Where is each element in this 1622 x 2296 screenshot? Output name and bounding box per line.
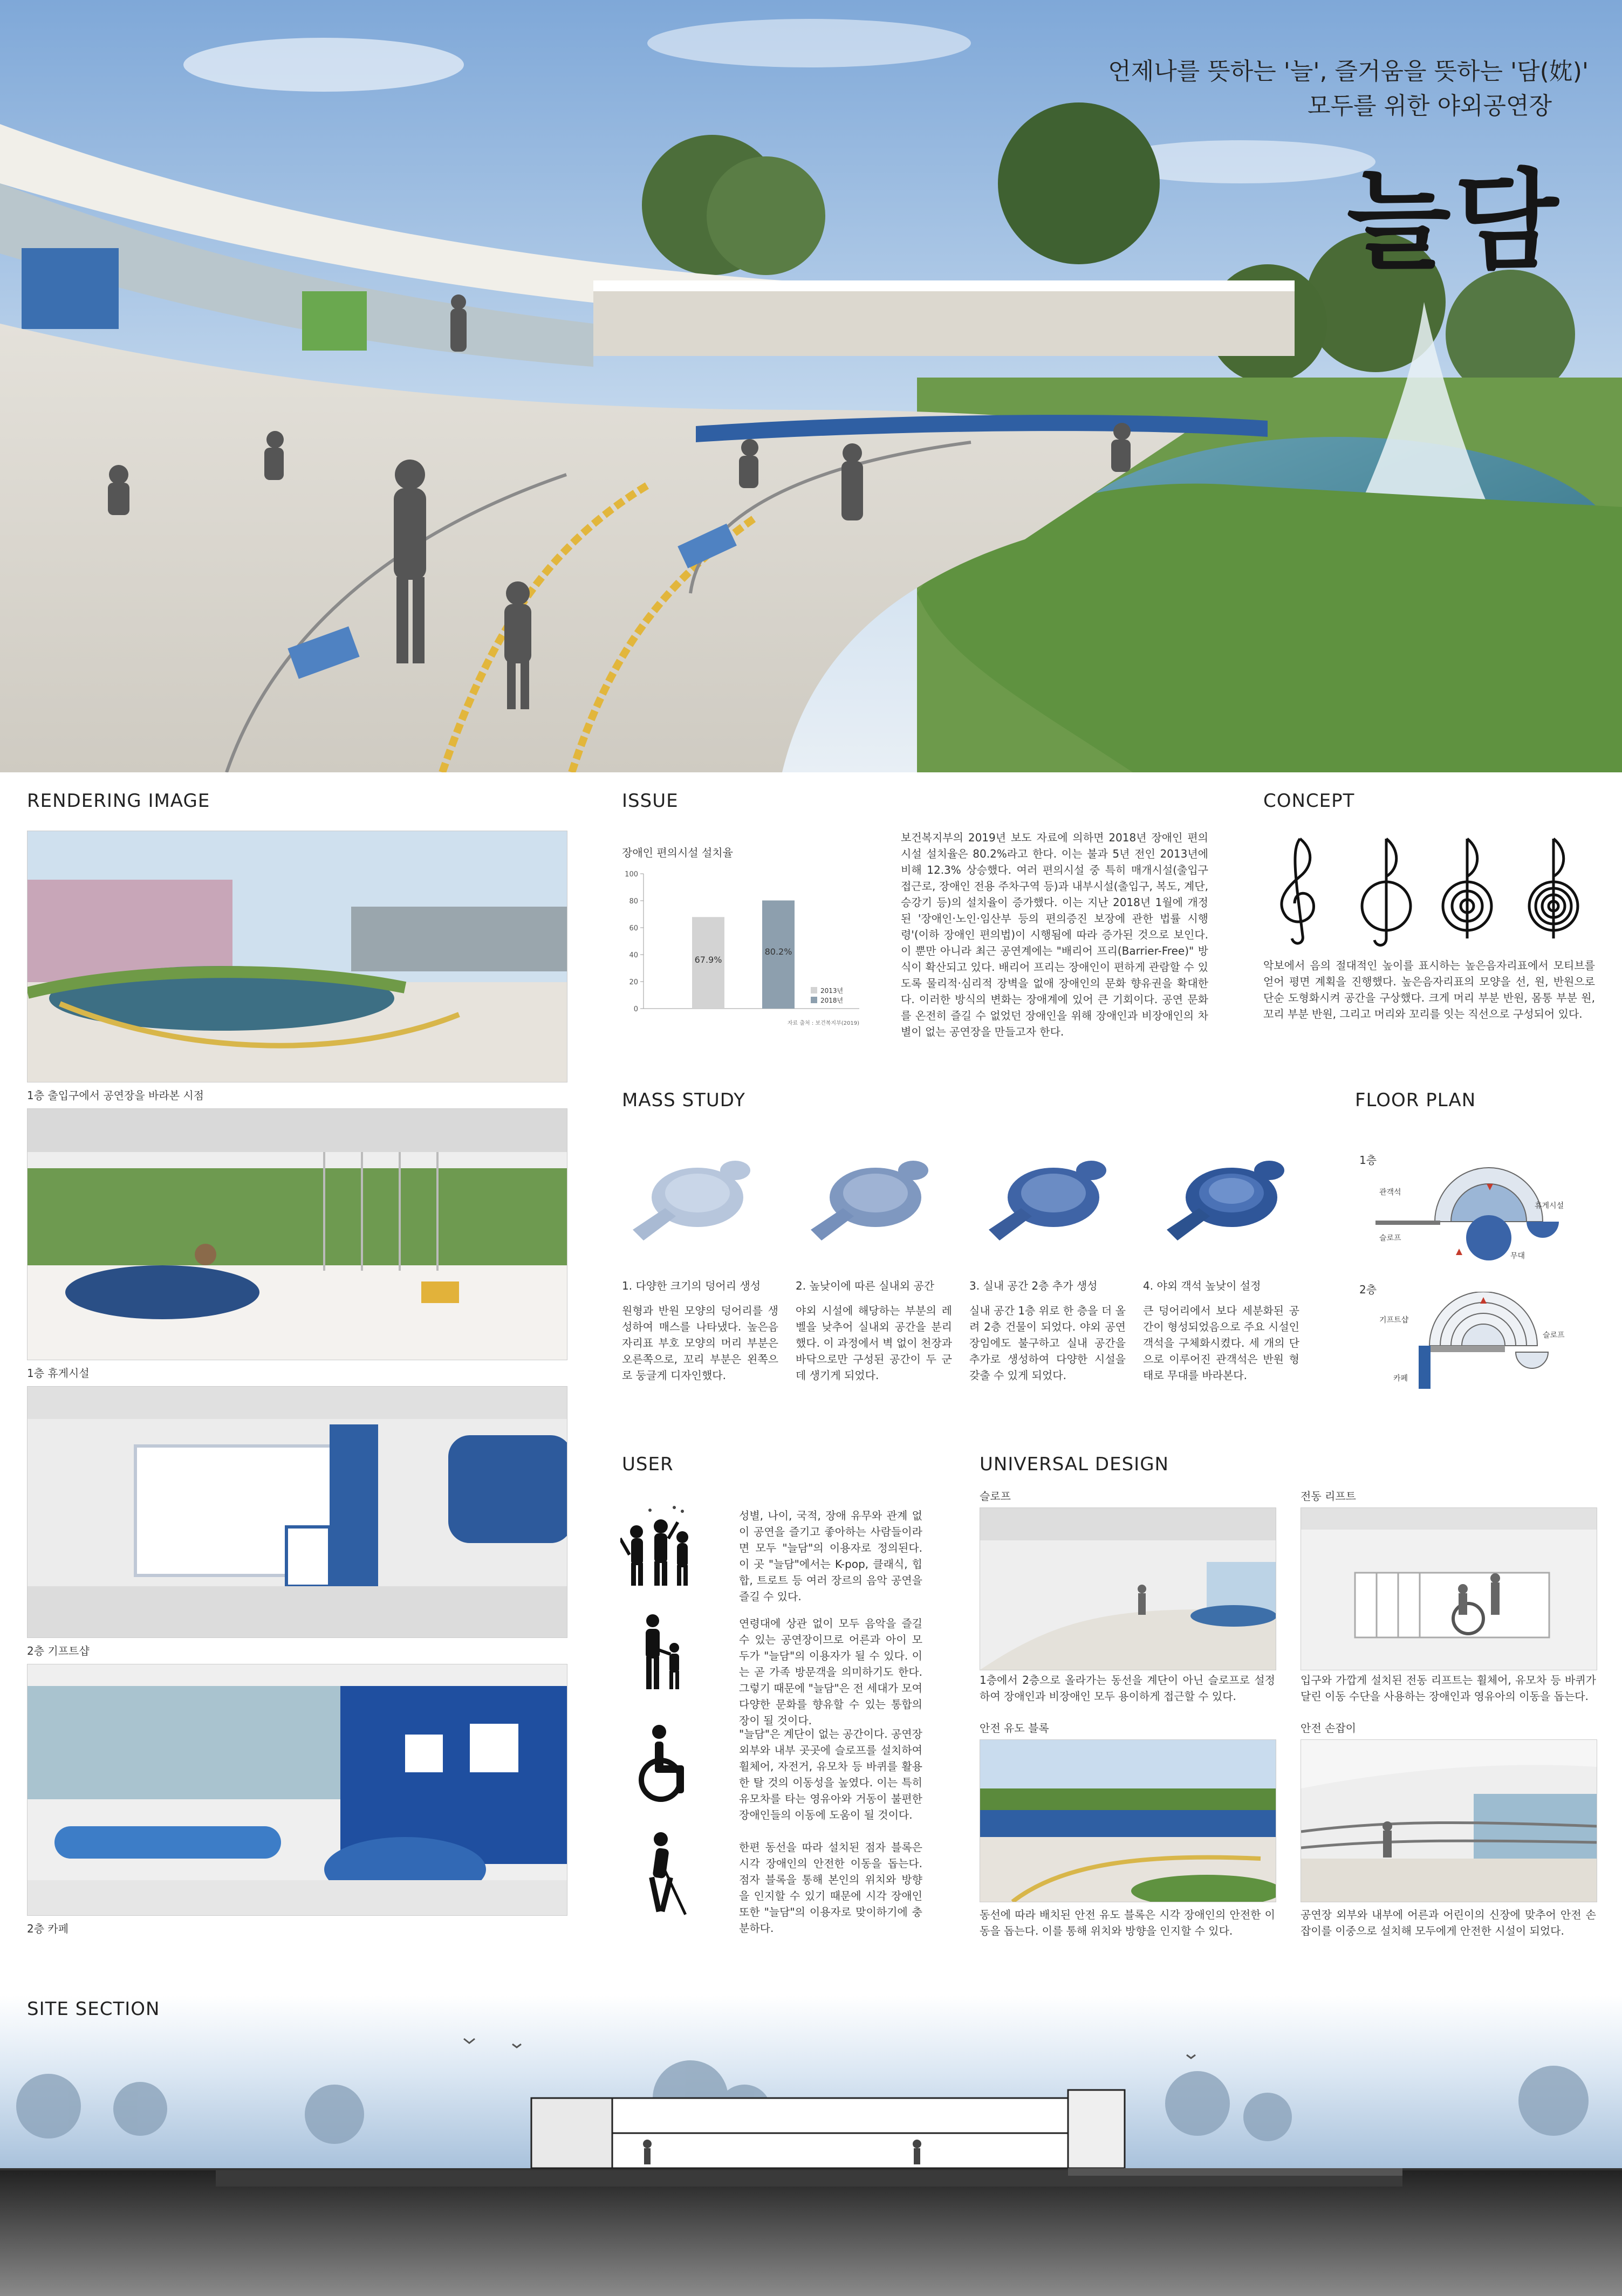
chart-legend-label: 2018년 (820, 997, 844, 1004)
fp2-label-slope: 슬로프 (1543, 1331, 1565, 1340)
mass-model-1 (633, 1161, 750, 1240)
chart-y-tick-label: 80 (629, 897, 638, 906)
hero-tagline-line1: 언제나를 뜻하는 '늘', 즐거움을 뜻하는 '담(妉)' (1108, 58, 1589, 85)
rendering-photo-3 (27, 1386, 567, 1638)
hero-tagline-line2: 모두를 위한 야외공연장 (1307, 92, 1552, 120)
mass-study-models (622, 1143, 1339, 1262)
section-title-universal-design: UNIVERSAL DESIGN (980, 1454, 1169, 1475)
ud-photo-lift (1301, 1507, 1597, 1670)
ud-handrail-image (1301, 1740, 1597, 1902)
ud-text-slope: 1층에서 2층으로 올라가는 동선을 계단이 아닌 슬로프로 설정하여 장애인과 비장애인 모두 용이하게 접근할 수 있다. (980, 1674, 1275, 1703)
user-text-4: 한편 동선을 따라 설치된 점자 블록은 시각 장애인의 안전한 이동을 돕는다. 점자 블록을 통해 본인의 위치와 방향을 인지할 수 있기 때문에 시각 장애인 또한 "늘담"의 이용자로 맞이하기에 충분하다. (739, 1841, 922, 1935)
section-title-floor-plan: FLOOR PLAN (1355, 1089, 1476, 1111)
hero-title: 늘담 (1346, 159, 1562, 284)
user-text-3: "늘담"은 계단이 없는 공간이다. 공연장 외부와 내부 곳곳에 슬로프를 설치하여 휠체어, 자전거, 유모차 등 바퀴를 활용한 탈 것의 이동성을 높였다. 이는 특히 유모차를 타는 영유아와 거동이 불편한 장애인들의 이동에 도움이 될 것이다. (739, 1728, 922, 1821)
floor-plan-level2-label: 2층 (1359, 1283, 1377, 1296)
user-family-icon (634, 1613, 688, 1694)
concept-paragraph: 악보에서 음의 절대적인 높이를 표시하는 높은음자리표에서 모티브를 얻어 평면 계획을 진행했다. 높은음자리표의 모양을 선, 원, 반원으로 단순 도형화시켜 공간을 구상했다. 크게 머리 부분 반원, 몸통 부분 원, 꼬리 부분 반원, 그리고 머리와 꼬리를 잇는 직선으로 구성되어 있다. (1263, 959, 1595, 1020)
ud-text-handrail: 공연장 외부와 내부에 어른과 어린이의 신장에 맞추어 안전 손잡이를 이중으로 설치해 모두에게 안전한 시설이 되었다. (1301, 1908, 1596, 1937)
issue-paragraph: 보건복지부의 2019년 보도 자료에 의하면 2018년 장애인 편의시설 설치율은 80.2%라고 한다. 이는 불과 5년 전인 2013년에 비해 12.3% 상승했다. 여러 편의시설 중 특히 매개시설(출입구 접근로, 장애인 전용 주차구역 등)과 내부시설(출입구, 복도, 계단, 승강기 등)의 설치율이 증가했다. 이는 지난 2018년 1월에 개정된 '장애인·노인·임산부 등의 편의증진 보장에 관한 법률 시행령'(이하 장애인 편의법)이 시행됨에 따라 증가된 것으로 보인다. 이 뿐만 아니라 최근 공연계에는 "배리어 프리(Barrier-Free)" 방식이 확산되고 있다. 배리어 프리는 장애인이 편하게 관람할 수 있도록 물리적·심리적 장벽을 없애 장애인의 문화 향유권을 확대한다. 이러한 방식의 변화는 장애계에 있어 큰 기회이다. 공연 문화를 온전히 즐길 수 없었던 장애인을 위해 장애인과 비장애인의 차별이 없는 공연장을 만들고자 한다. (901, 831, 1208, 1038)
chart-bar-value-label: 80.2% (764, 946, 792, 957)
chart-y-tick-label: 60 (629, 924, 638, 933)
user-text-2: 연령대에 상관 없이 모두 음악을 즐길 수 있는 공연장이므로 어른과 아이 모두가 "늘담"의 이용자가 될 수 있다. 이는 곧 가족 방문객을 의미하기도 한다. 그렇기 때문에 "늘담"은 전 세대가 모여 다양한 문화를 향유할 수 있는 통합의 장이 될 것이다. (739, 1617, 922, 1727)
fp1-label-stage: 무대 (1510, 1252, 1525, 1260)
rendering-caption-2: 1층 휴게시설 (27, 1367, 90, 1380)
cane-icon-svg (639, 1831, 693, 1917)
chart-y-tick-label: 100 (625, 871, 638, 879)
wheelchair-icon-svg (631, 1723, 707, 1804)
fp2-label-giftshop: 기프트샵 (1379, 1316, 1409, 1325)
user-visually-impaired-icon (639, 1831, 693, 1917)
chart-legend-swatch (811, 987, 817, 993)
hero-rendering (0, 0, 1622, 772)
floor-plan-1f-svg (1365, 1162, 1597, 1270)
floor-plan-2f-svg (1365, 1292, 1597, 1400)
mass-study-svg (622, 1143, 1339, 1262)
ud-photo-handrail (1301, 1739, 1597, 1902)
mass-study-title-1: 1. 다양한 크기의 덩어리 생성 (622, 1279, 761, 1292)
ud-label-guide-block: 안전 유도 블록 (980, 1722, 1049, 1735)
ud-guide-block-image (980, 1740, 1276, 1902)
chart-bar-value-label: 67.9% (694, 955, 722, 965)
section-title-concept: CONCEPT (1263, 790, 1355, 812)
rendering-photo-3-image (28, 1387, 567, 1637)
issue-chart-title: 장애인 편의시설 설치율 (622, 846, 733, 859)
ud-slope-image (980, 1508, 1276, 1670)
rendering-photo-1-image (28, 831, 567, 1082)
floor-plan-2f (1365, 1292, 1597, 1400)
clef-shape-2 (1362, 839, 1411, 945)
rendering-caption-1: 1층 출입구에서 공연장을 바라본 시점 (27, 1089, 204, 1102)
ud-label-slope: 슬로프 (980, 1490, 1011, 1503)
section-title-rendering: RENDERING IMAGE (27, 790, 210, 812)
family-icon-svg (634, 1613, 688, 1694)
mass-study-title-3: 3. 실내 공간 2층 추가 생성 (969, 1279, 1098, 1292)
mass-study-text-2: 야외 시설에 해당하는 부분의 레벨을 낮추어 실내외 공간을 분리했다. 이 과정에서 벽 없이 천장과 바닥으로만 구성된 공간이 두 군데 생기게 되었다. (796, 1304, 952, 1382)
rendering-caption-3: 2층 기프트샵 (27, 1644, 90, 1657)
mass-model-3 (989, 1161, 1106, 1240)
mass-study-text-1: 원형과 반원 모양의 덩어리를 생성하여 매스를 나타냈다. 높은음자리표 부호 모양의 머리 부분은 오른쪽으로, 꼬리 부분은 왼쪽으로 둥글게 디자인했다. (622, 1304, 778, 1382)
section-title-user: USER (622, 1454, 674, 1475)
crowd-icon-svg (620, 1499, 696, 1591)
fp1-label-seating: 관객석 (1379, 1188, 1401, 1197)
mass-model-4 (1167, 1161, 1284, 1240)
section-title-site-section: SITE SECTION (27, 1998, 160, 2020)
site-section (0, 1996, 1622, 2296)
rendering-photo-4 (27, 1664, 567, 1916)
section-title-mass-study: MASS STUDY (622, 1089, 745, 1111)
ud-text-guide-block: 동선에 따라 배치된 안전 유도 블록은 시각 장애인의 안전한 이동을 돕는다. 이를 통해 위치와 방향을 인지할 수 있다. (980, 1908, 1275, 1937)
chart-y-tick-label: 0 (633, 1005, 638, 1013)
mass-study-text-3: 실내 공간 1층 위로 한 층을 더 올려 2층 건물이 되었다. 야외 공연장임에도 불구하고 실내 공간을 추가로 생성하여 다양한 시설을 갖출 수 있게 되었다. (969, 1304, 1126, 1382)
clef-shape-1 (1282, 839, 1314, 943)
rendering-photo-2 (27, 1108, 567, 1360)
chart-y-tick-label: 40 (629, 951, 638, 959)
ud-photo-slope (980, 1507, 1276, 1670)
concept-clef-svg (1262, 828, 1597, 952)
chart-source-note: 자료 출처 : 보건복지부(2019) (787, 1020, 859, 1026)
chart-legend-swatch (811, 997, 817, 1003)
user-wheelchair-icon (631, 1723, 707, 1804)
fp1-label-lounge: 휴게시설 (1535, 1202, 1564, 1210)
ud-label-handrail: 안전 손잡이 (1301, 1722, 1356, 1735)
rendering-photo-1 (27, 831, 567, 1082)
mass-study-title-4: 4. 야외 객석 높낮이 설정 (1143, 1279, 1261, 1292)
chart-legend-label: 2013년 (820, 987, 844, 995)
chart-y-tick-label: 20 (629, 978, 638, 986)
fp1-label-slope: 슬로프 (1379, 1234, 1401, 1243)
mass-study-title-2: 2. 높낮이에 따른 실내외 공간 (796, 1279, 935, 1292)
clef-shape-4 (1529, 839, 1578, 938)
user-text-1: 성별, 나이, 국적, 장애 유무와 관계 없이 공연을 즐기고 좋아하는 사람들이라면 모두 "늘담"의 이용자로 정의된다. 이 곳 "늘담"에서는 K-pop, 클래식, 힙합, 트로트 등 여러 장르의 음악 공연을 즐길 수 있다. (739, 1509, 922, 1603)
ud-photo-guide-block (980, 1739, 1276, 1902)
floor-plan-1f (1365, 1162, 1597, 1270)
issue-bar-chart (622, 863, 886, 1041)
section-title-issue: ISSUE (622, 790, 679, 812)
fp2-label-cafe: 카페 (1393, 1374, 1408, 1383)
ud-lift-image (1301, 1508, 1597, 1670)
issue-bar-chart-svg (622, 863, 886, 1041)
ud-text-lift: 입구와 가깝게 설치된 전동 리프트는 휠체어, 유모차 등 바퀴가 달린 이동 수단을 사용하는 장애인과 영유아의 이동을 돕는다. (1301, 1674, 1596, 1703)
user-crowd-icon (620, 1499, 696, 1591)
mass-study-text-4: 큰 덩어리에서 보다 세분화된 공간이 형성되었음으로 주요 시설인 객석을 구체화시켰다. 세 개의 단으로 이루어진 관객석은 반원 형태로 무대를 바라본다. (1143, 1304, 1299, 1382)
clef-shape-3 (1443, 839, 1491, 938)
rendering-caption-4: 2층 카페 (27, 1922, 69, 1935)
rendering-photo-4-image (28, 1664, 567, 1915)
mass-model-2 (811, 1161, 928, 1240)
floor-plan-level1-label: 1층 (1359, 1154, 1377, 1167)
site-section-drawing (0, 1996, 1622, 2296)
ud-label-lift: 전동 리프트 (1301, 1490, 1356, 1503)
rendering-photo-2-image (28, 1109, 567, 1360)
concept-clef-diagrams (1262, 828, 1597, 952)
